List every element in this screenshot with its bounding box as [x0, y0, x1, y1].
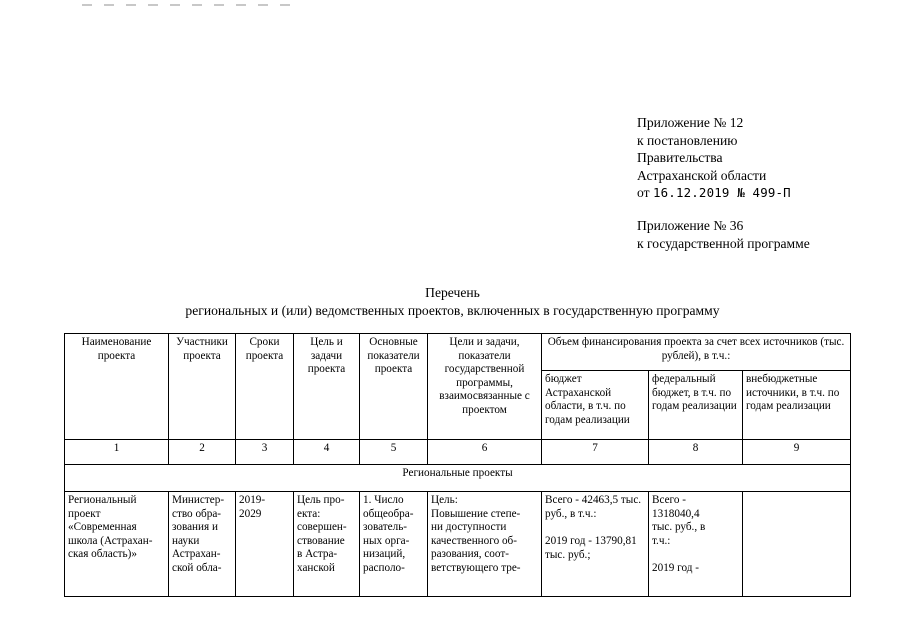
cell-program-goals	[428, 492, 542, 597]
column-number: 8	[649, 440, 743, 465]
cell-line: общеобра-	[363, 507, 414, 520]
cell-goal	[294, 492, 360, 597]
cell-line: т.ч.:	[652, 534, 671, 547]
header-funding-group: Объем финансирования проекта за счет всех источников (тыс. рублей), в т.ч.:	[542, 334, 851, 371]
cell-line: 1318040,4	[652, 507, 700, 520]
column-number: 3	[236, 440, 294, 465]
cell-line: науки	[172, 534, 200, 547]
cell-line: ных орга-	[363, 534, 410, 547]
header-program-goals: Цели и задачи, показатели государственной программы, взаимосвязанные с проектом	[428, 334, 542, 440]
cell-line: тыс. руб.;	[545, 548, 591, 561]
section-row	[65, 465, 851, 492]
cell-line: проект	[68, 507, 101, 520]
cell-line: «Современная	[68, 521, 137, 534]
appendix-line: Правительства	[637, 150, 723, 166]
cell-line: зователь-	[363, 521, 408, 534]
projects-table	[64, 333, 851, 597]
cell-line: низаций,	[363, 548, 406, 561]
column-number: 6	[428, 440, 542, 465]
appendix-main-block	[637, 114, 791, 202]
cell-project-name	[65, 492, 169, 597]
column-number: 4	[294, 440, 360, 465]
header-terms: Сроки проекта	[236, 334, 294, 440]
cell-federal-budget	[649, 492, 743, 597]
cell-line: Министер-	[172, 494, 225, 506]
section-title: Региональные проекты	[65, 465, 851, 492]
table-header-row	[65, 334, 851, 371]
appendix-line: к постановлению	[637, 132, 738, 148]
cell-regional-budget	[542, 492, 649, 597]
cell-line: качественного об-	[431, 534, 517, 547]
cell-spacer	[545, 521, 645, 535]
cell-line: ветствующего тре-	[431, 561, 521, 574]
appendix-secondary-block	[637, 217, 810, 252]
cell-line: 1. Число	[363, 494, 404, 506]
header-federal-budget: федеральный бюджет, в т.ч. по годам реализации	[649, 371, 743, 440]
column-number: 7	[542, 440, 649, 465]
appendix-line: Приложение № 36	[637, 218, 744, 233]
cell-line: Повышение степе-	[431, 507, 521, 520]
cell-line: 2029	[239, 507, 262, 520]
document-title	[0, 284, 905, 319]
cell-line: Всего -	[652, 494, 686, 506]
cell-participants	[169, 492, 236, 597]
appendix-line: к государственной программе	[637, 235, 810, 251]
cell-line: 2019-	[239, 494, 266, 506]
scan-artifact	[82, 4, 297, 6]
cell-line: совершен-	[297, 521, 347, 534]
cell-line: ская область)»	[68, 548, 137, 561]
cell-line: Цель про-	[297, 494, 345, 506]
header-indicators: Основные показатели проекта	[360, 334, 428, 440]
header-regional-budget: бюджет Астраханской области, в т.ч. по годам реализации	[542, 371, 649, 440]
header-participants: Участники проекта	[169, 334, 236, 440]
appendix-date-value: 16.12.2019 № 499-П	[652, 185, 791, 201]
title-line-1: Перечень	[425, 285, 480, 300]
cell-line: ни доступности	[431, 521, 507, 534]
cell-line: Региональный	[68, 494, 137, 506]
column-number-row	[65, 440, 851, 465]
appendix-line: Приложение № 12	[637, 115, 744, 130]
cell-line: екта:	[297, 507, 321, 520]
cell-line: 2019 год - 13790,81	[545, 535, 637, 548]
appendix-date-prefix: от	[637, 185, 650, 201]
column-number: 5	[360, 440, 428, 465]
cell-line: Астрахан-	[172, 548, 221, 561]
cell-line: школа (Астрахан-	[68, 534, 153, 547]
cell-line: руб., в т.ч.:	[545, 507, 597, 520]
cell-line: разования, соот-	[431, 548, 509, 561]
cell-line: в Астра-	[297, 548, 338, 561]
cell-spacer	[652, 548, 739, 562]
cell-line: Всего - 42463,5 тыс.	[545, 494, 642, 506]
column-number: 1	[65, 440, 169, 465]
cell-terms	[236, 492, 294, 597]
header-goal: Цель и задачи проекта	[294, 334, 360, 440]
column-number: 2	[169, 440, 236, 465]
header-extrabudget: внебюджетные источники, в т.ч. по годам реализации	[743, 371, 851, 440]
cell-line: тыс. руб., в	[652, 521, 706, 534]
column-number: 9	[743, 440, 851, 465]
cell-line: 2019 год -	[652, 562, 699, 575]
title-line-2: региональных и (или) ведомственных проектов, включенных в государственную программу	[185, 302, 720, 318]
cell-line: ствование	[297, 534, 345, 547]
appendix-date-line	[637, 184, 791, 202]
appendix-line: Астраханской области	[637, 167, 767, 183]
cell-indicators	[360, 492, 428, 597]
cell-line: зования и	[172, 521, 218, 534]
cell-extrabudget	[743, 492, 851, 597]
cell-line: ство обра-	[172, 507, 222, 520]
cell-line: ханской	[297, 561, 335, 574]
table-row	[65, 492, 851, 597]
cell-line: Цель:	[431, 494, 458, 506]
cell-line: ской обла-	[172, 561, 222, 574]
cell-line: располо-	[363, 561, 405, 574]
header-name: Наименование проекта	[65, 334, 169, 440]
